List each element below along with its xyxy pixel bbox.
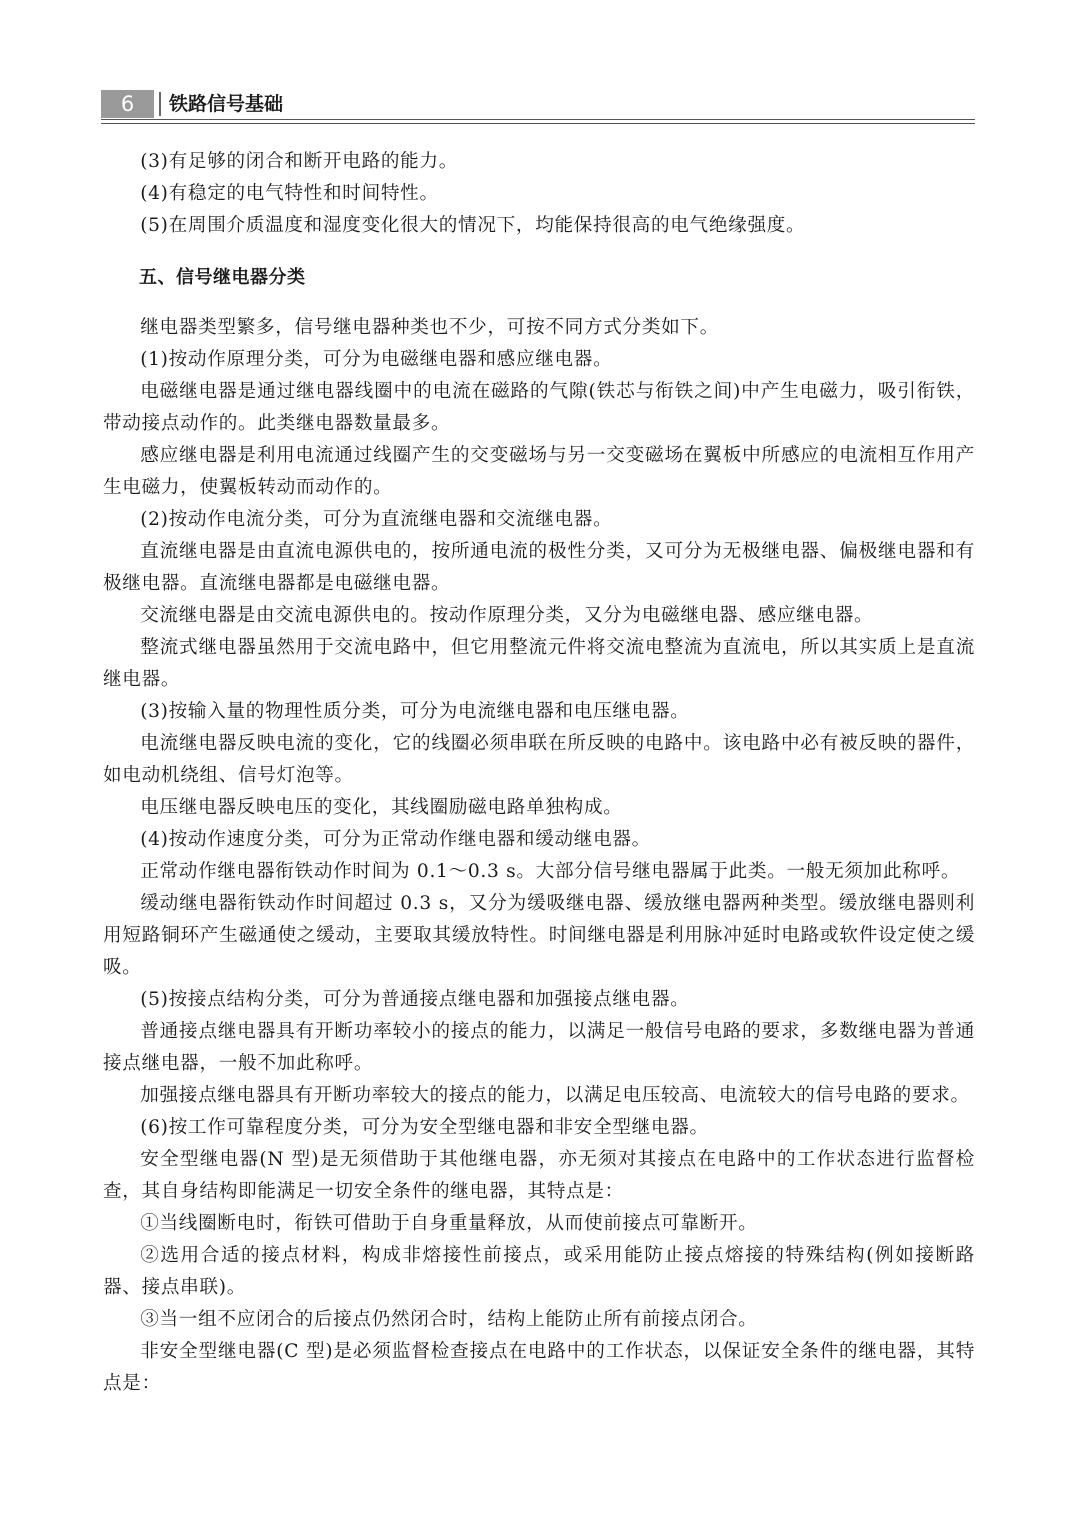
list-item: (4)有稳定的电气特性和时间特性。 [140, 183, 439, 204]
paragraph: 电磁继电器是通过继电器线圈中的电流在磁路的气隙(铁芯与衔铁之间)中产生电磁力，吸引衔铁，带动接点动作的。此类继电器数量最多。 [103, 381, 975, 434]
paragraph: 直流继电器是由直流电源供电的，按所通电流的极性分类，又可分为无极继电器、偏极继电器和有极继电器。直流继电器都是电磁继电器。 [103, 541, 975, 594]
paragraph: 加强接点继电器具有开断功率较大的接点的能力，以满足电压较高、电流较大的信号电路的要求。 [140, 1085, 970, 1106]
paragraph: 普通接点继电器具有开断功率较小的接点的能力，以满足一般信号电路的要求，多数继电器为普通接点继电器，一般不加此称呼。 [103, 1021, 975, 1074]
list-item: (3)有足够的闭合和断开电路的能力。 [140, 151, 459, 172]
paragraph: 继电器类型繁多，信号继电器种类也不少，可按不同方式分类如下。 [140, 317, 720, 338]
book-title: 铁路信号基础 [169, 93, 284, 115]
paragraph: 正常动作继电器衔铁动作时间为 0.1～0.3 s。大部分信号继电器属于此类。一般无须加此称呼。 [140, 861, 961, 882]
paragraph: 缓动继电器衔铁动作时间超过 0.3 s，又分为缓吸继电器、缓放继电器两种类型。缓放继电器则利用短路铜环产生磁通使之缓动，主要取其缓放特性。时间继电器是利用脉冲延时电路或软件设定使之缓吸。 [103, 893, 975, 978]
header-rule [101, 119, 975, 120]
paragraph: (2)按动作电流分类，可分为直流继电器和交流继电器。 [140, 509, 613, 530]
section-heading: 五、信号继电器分类 [139, 267, 306, 288]
header-rule [101, 123, 975, 124]
paragraph: (3)按输入量的物理性质分类，可分为电流继电器和电压继电器。 [140, 701, 690, 722]
paragraph: 非安全型继电器(C 型)是必须监督检查接点在电路中的工作状态，以保证安全条件的继电器，其特点是： [103, 1341, 975, 1394]
paragraph: 电流继电器反映电流的变化，它的线圈必须串联在所反映的电路中。该电路中必有被反映的器件，如电动机绕组、信号灯泡等。 [103, 733, 975, 786]
paragraph: 交流继电器是由交流电源供电的。按动作原理分类，又分为电磁继电器、感应继电器。 [140, 605, 874, 626]
paragraph: ①当线圈断电时，衔铁可借助于自身重量释放，从而使前接点可靠断开。 [140, 1213, 758, 1234]
paragraph: 电压继电器反映电压的变化，其线圈励磁电路单独构成。 [140, 797, 623, 818]
page-body [103, 146, 975, 1400]
paragraph: ③当一组不应闭合的后接点仍然闭合时，结构上能防止所有前接点闭合。 [140, 1309, 758, 1330]
paragraph: 感应继电器是利用电流通过线圈产生的交变磁场与另一交变磁场在翼板中所感应的电流相互作用产生电磁力，使翼板转动而动作的。 [103, 445, 975, 498]
page-number: 6 [101, 90, 154, 118]
page-header [101, 90, 975, 120]
paragraph: (1)按动作原理分类，可分为电磁继电器和感应继电器。 [140, 349, 613, 370]
paragraph: 安全型继电器(N 型)是无须借助于其他继电器，亦无须对其接点在电路中的工作状态进行监督检查，其自身结构即能满足一切安全条件的继电器，其特点是： [103, 1149, 975, 1202]
paragraph: ②选用合适的接点材料，构成非熔接性前接点，或采用能防止接点熔接的特殊结构(例如接断路器、接点串联)。 [103, 1245, 975, 1298]
header-divider [159, 92, 161, 116]
paragraph: (4)按动作速度分类，可分为正常动作继电器和缓动继电器。 [140, 829, 651, 850]
paragraph: 整流式继电器虽然用于交流电路中，但它用整流元件将交流电整流为直流电，所以其实质上是直流继电器。 [103, 637, 975, 690]
list-item: (5)在周围介质温度和湿度变化很大的情况下，均能保持很高的电气绝缘强度。 [140, 215, 806, 236]
paragraph: (5)按接点结构分类，可分为普通接点继电器和加强接点继电器。 [140, 989, 690, 1010]
paragraph: (6)按工作可靠程度分类，可分为安全型继电器和非安全型继电器。 [140, 1117, 709, 1138]
